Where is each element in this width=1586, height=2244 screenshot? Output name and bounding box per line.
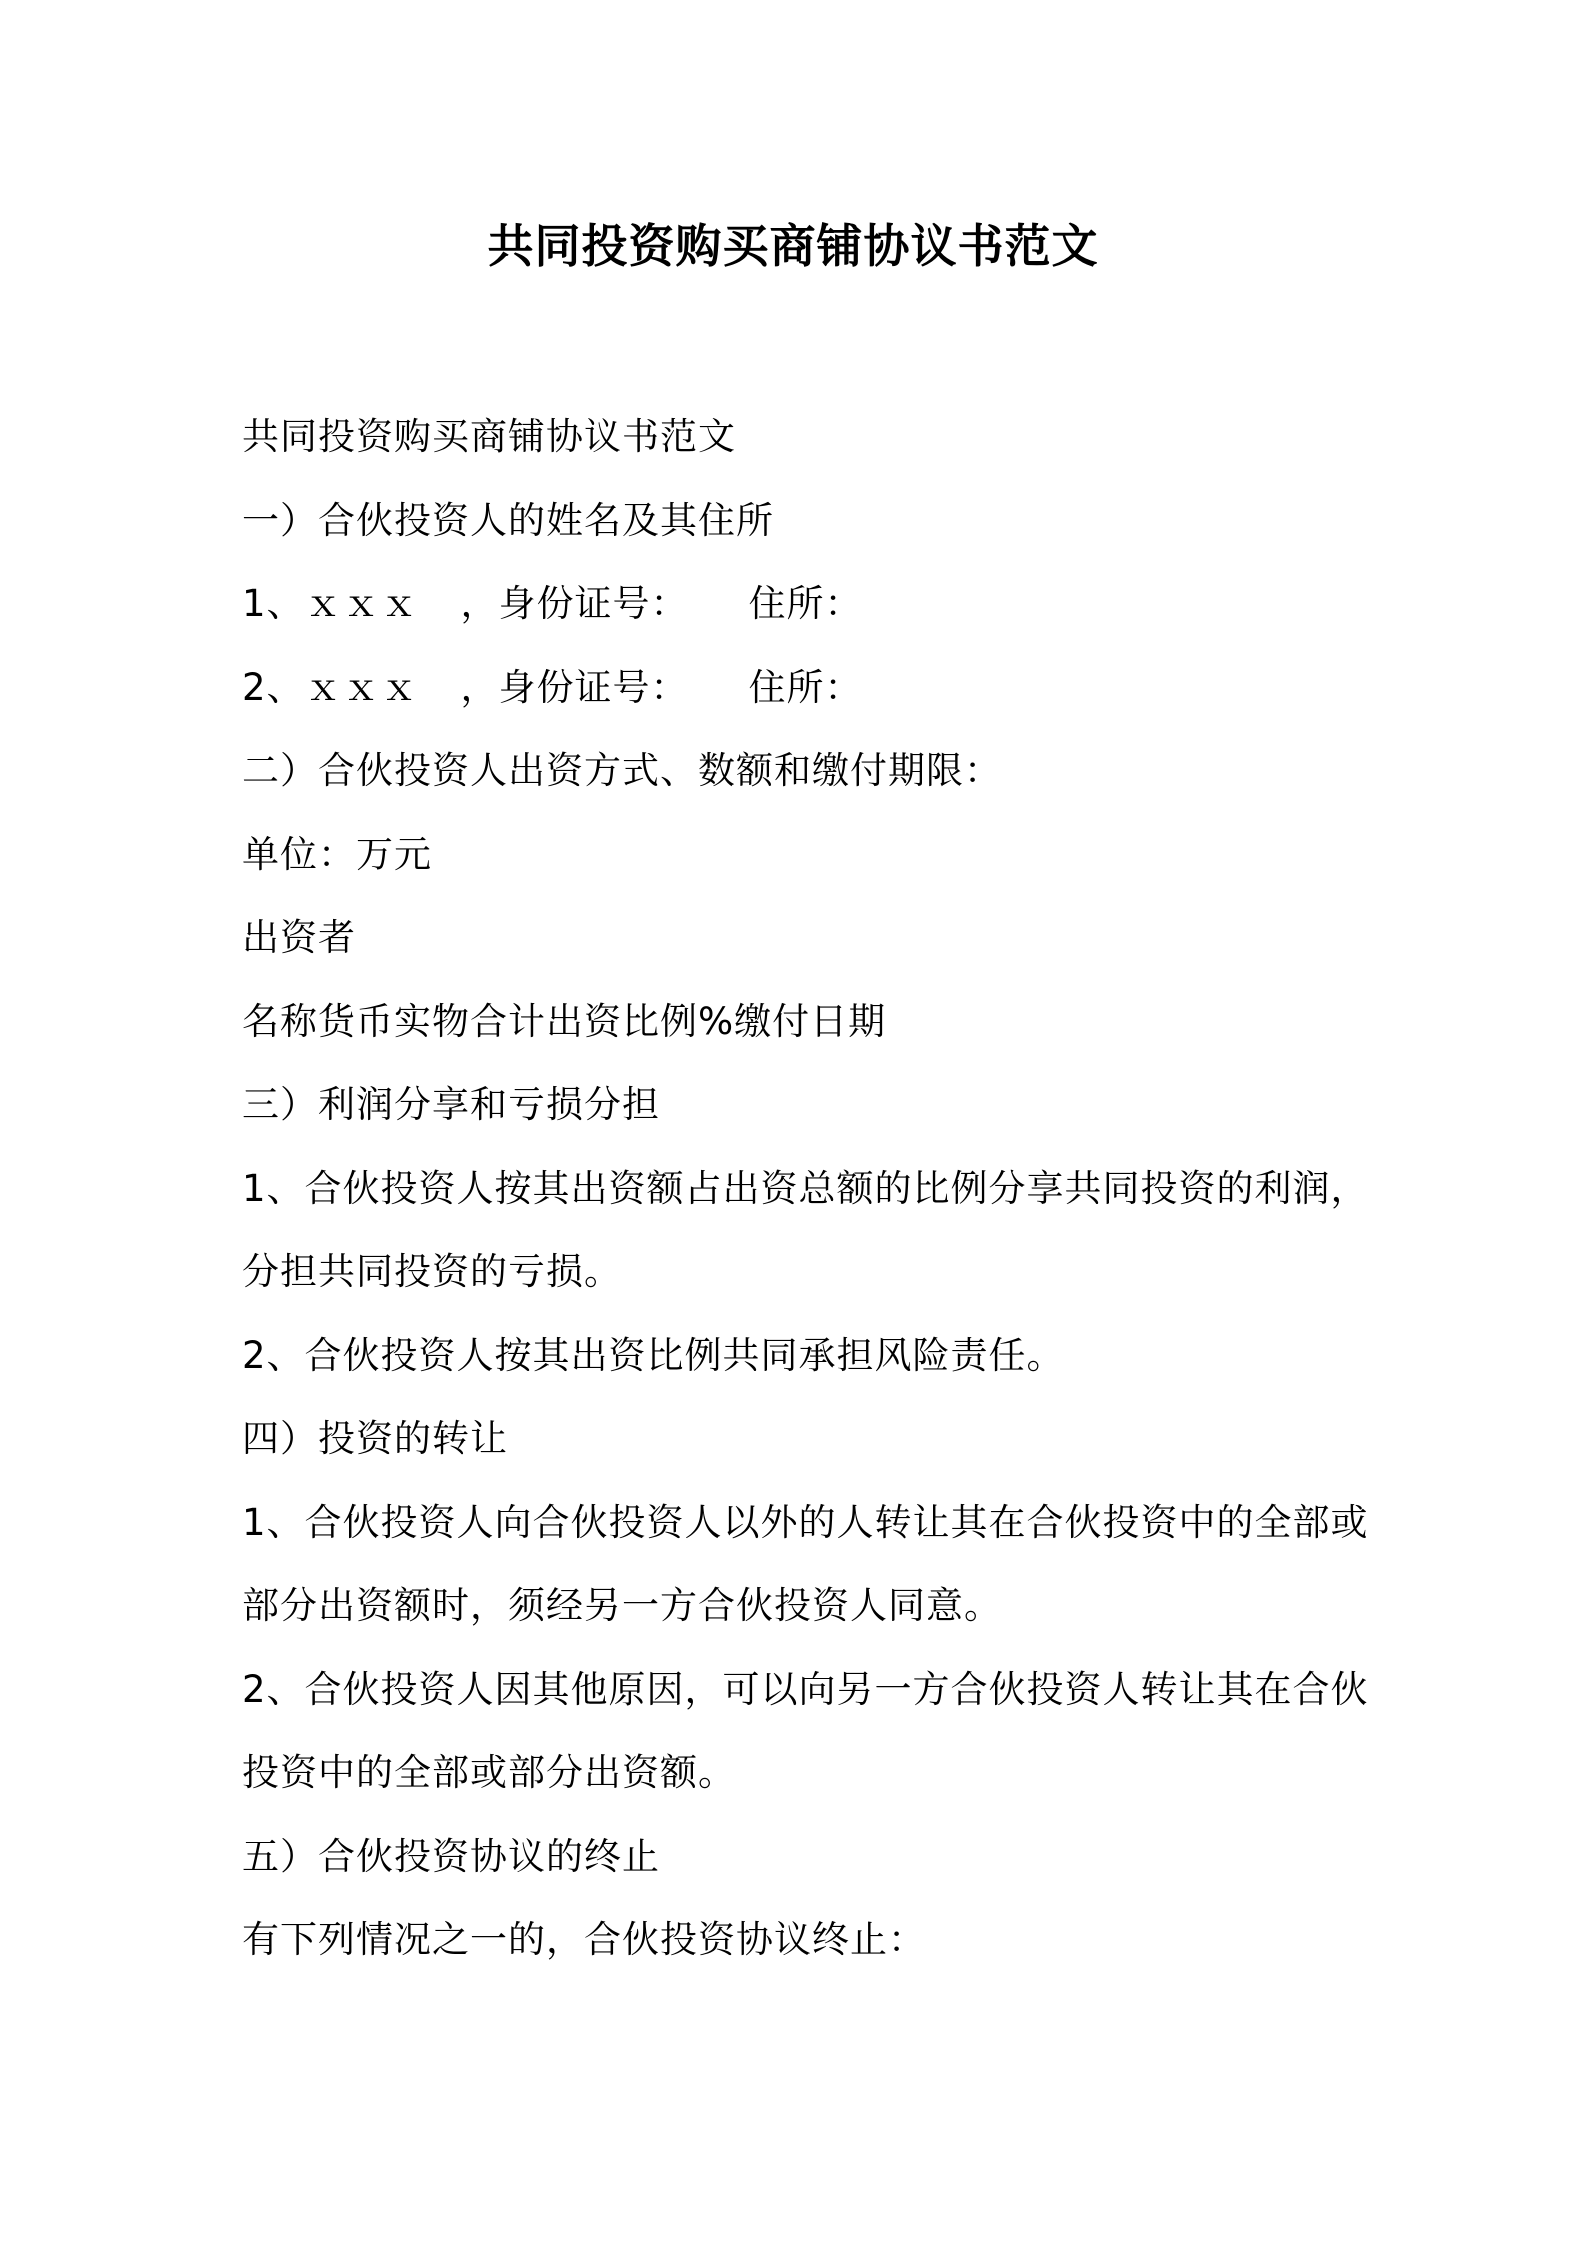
paragraph-line: 2、合伙投资人因其他原因，可以向另一方合伙投资人转让其在合伙	[242, 1667, 1369, 1711]
investor-address-label: 住所：	[748, 582, 863, 625]
section-4-heading: 四）投资的转让	[242, 1417, 508, 1460]
paragraph-heading: 共同投资购买商铺协议书范文	[242, 415, 736, 458]
investor-line-2	[242, 660, 1362, 744]
paragraph-line: 有下列情况之一的，合伙投资协议终止：	[242, 1918, 926, 1961]
investor-line-1	[242, 576, 1362, 660]
paragraph-line: 1、合伙投资人向合伙投资人以外的人转让其在合伙投资中的全部或	[242, 1500, 1369, 1544]
paragraph-line: 部分出资额时，须经另一方合伙投资人同意。	[242, 1584, 1002, 1627]
paragraph-line: 分担共同投资的亏损。	[242, 1250, 622, 1293]
paragraph-line: 1、合伙投资人按其出资额占出资总额的比例分享共同投资的利润，	[242, 1166, 1369, 1210]
document-body	[242, 409, 1369, 1996]
section-2-heading: 二）合伙投资人出资方式、数额和缴付期限：	[242, 749, 1002, 792]
paragraph-line: 2、合伙投资人按其出资比例共同承担风险责任。	[242, 1333, 1065, 1377]
paragraph-line: 投资中的全部或部分出资额。	[242, 1751, 736, 1794]
section-3-heading: 三）利润分享和亏损分担	[242, 1083, 660, 1126]
investor-id-label: ，身份证号：	[460, 582, 689, 625]
investor-name: ｘｘｘ	[304, 582, 419, 625]
contribution-columns-line: 名称货币实物合计出资比例%缴付日期	[242, 999, 887, 1043]
contributor-line: 出资者	[242, 916, 356, 959]
investor-number: 1、	[242, 582, 305, 625]
investor-name: ｘｘｘ	[304, 665, 419, 709]
unit-line: 单位：万元	[242, 832, 432, 876]
section-1-heading: 一）合伙投资人的姓名及其住所	[242, 498, 774, 542]
section-5-heading: 五）合伙投资协议的终止	[242, 1834, 660, 1878]
investor-address-label: 住所：	[748, 665, 863, 709]
document-title: 共同投资购买商铺协议书范文	[487, 219, 1099, 273]
investor-id-label: ，身份证号：	[460, 665, 689, 709]
investor-number: 2、	[242, 665, 305, 709]
